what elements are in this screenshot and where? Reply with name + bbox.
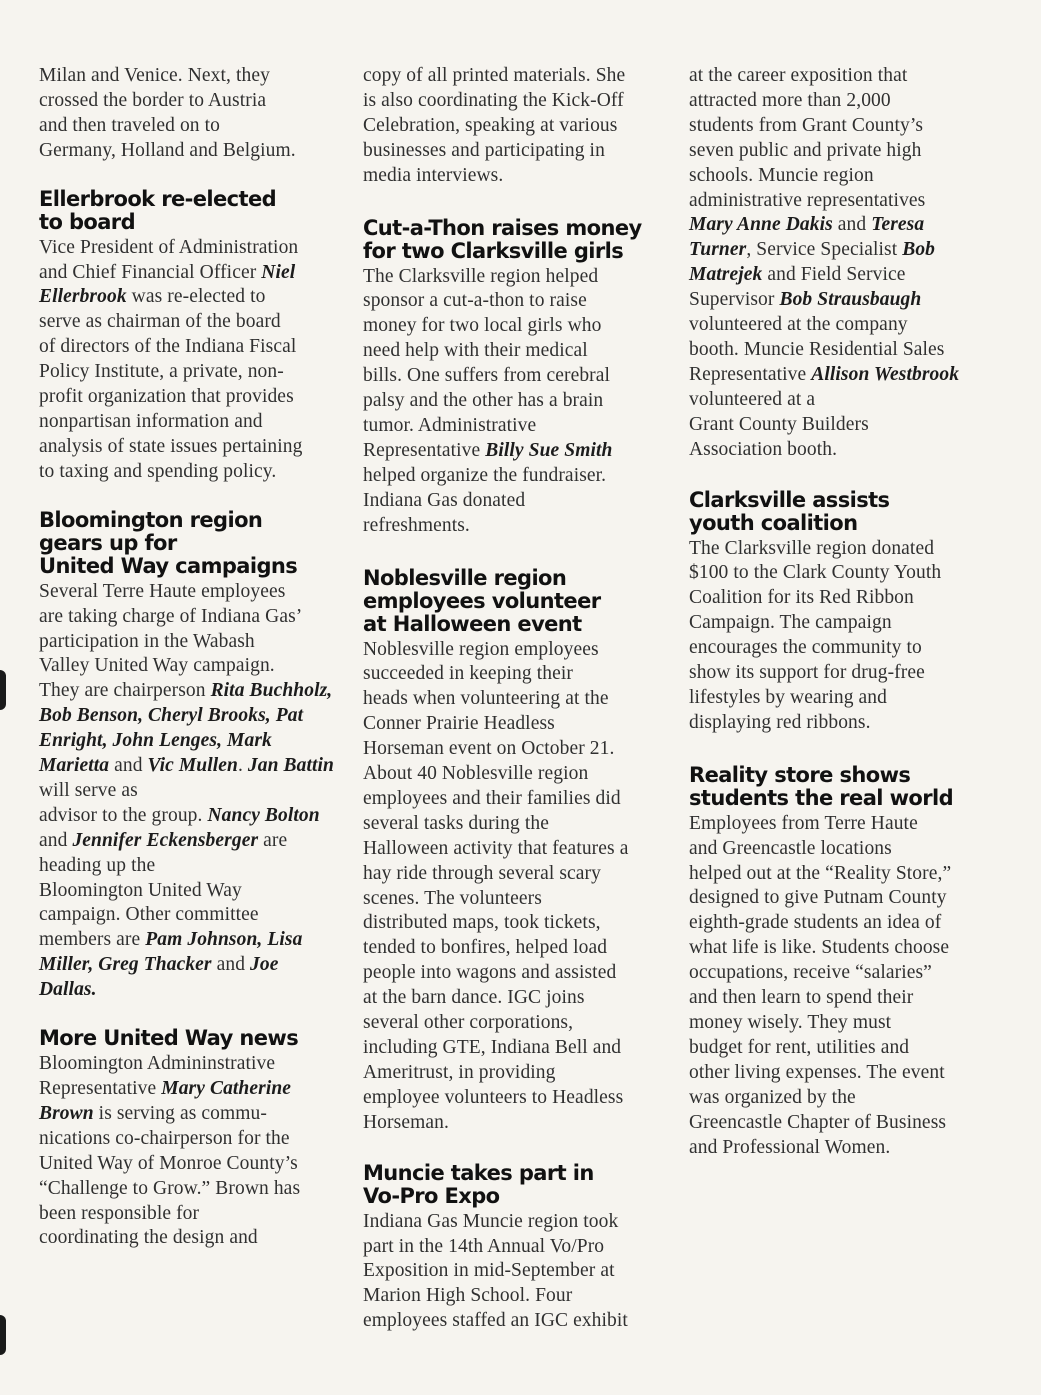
- person-name: Allison Westbrook: [811, 363, 960, 385]
- person-name: Jennifer Eckensberger: [72, 829, 259, 851]
- article-muncie: Indiana Gas Muncie region took part in the 14th Annual Vo/Pro Exposition in mid-September at Marion High School. Four employees staffed an IGC exhibit: [363, 1210, 628, 1332]
- person-name: Bob Matrejek: [689, 239, 936, 286]
- person-names: Pam Johnson, Lisa Miller, Greg Thacker: [39, 929, 303, 976]
- continued-text-muncie: at the career exposition that attracted more than 2,000 students from Grant County’s seven public and private high schools. Muncie region administrative representatives Mary Anne Dakis and Teresa Turner, Service Specialist Bob Matrejek and Field Service Supervisor Bob Strausbaugh volunteered at the company booth. Muncie Residential Sales Representative Allison Westbrook volunteered at a Grant County Builders Association booth.: [689, 65, 960, 460]
- article-cut-a-thon: The Clarksville region helped sponsor a cut-a-thon to raise money for two local girls who need help with their medical bills. One suffers from cerebral palsy and the other has a brain tumor. Administrative Representative Billy Sue Smith helped organize the fundraiser. Indiana Gas donated refreshments.: [363, 265, 613, 536]
- person-name: Jan Battin: [247, 755, 334, 777]
- article-noblesville: Noblesville region employees succeeded in keeping their heads when volunteering at the Conner Prairie Headless Horseman event on October 21. About 40 Noblesville region employees and their families did several tasks during the Halloween activity that features a hay ride through several scary scenes. The volunteers distributed maps, took tickets, tended to bonfires, helped load people into wagons and assisted at the barn dance. IGC joins several other corporations, including GTE, Indiana Bell and Ameritrust, in providing employee volunteers to Headless Horseman.: [363, 638, 629, 1133]
- headline-muncie: Muncie takes part in Vo-Pro Expo: [363, 1160, 594, 1208]
- headline-clarksville-youth: Clarksville assists youth coalition: [689, 487, 890, 535]
- person-name: Nancy Bolton: [207, 804, 320, 826]
- continued-text: copy of all printed materials. She is also coordinating the Kick-Off Celebration, speaking at various businesses and participating in media interviews.: [363, 65, 626, 186]
- headline-bloomington: Bloomington region gears up for United Way campaigns: [39, 507, 298, 578]
- headline-united-way-news: More United Way news: [39, 1026, 299, 1051]
- column-2: [363, 64, 668, 1334]
- person-name: Joe Dallas.: [39, 954, 279, 1001]
- person-names: Rita Buchholz, Bob Benson, Cheryl Brooks, Pat Enright, John Lenges, Mark Marietta: [39, 680, 333, 777]
- headline-noblesville: Noblesville region employees volunteer at Halloween event: [363, 565, 601, 636]
- person-name: Mary Catherine Brown: [39, 1078, 292, 1124]
- column-1: [39, 64, 339, 1251]
- person-name: Teresa Turner: [689, 214, 925, 261]
- article-bloomington: Several Terre Haute employees are taking charge of Indiana Gas’ participation in the Wabash Valley United Way campaign. They are chairperson Rita Buchholz, Bob Benson, Cheryl Brooks, Pat Enright, John Lenges, Mark Marietta and Vic Mullen. Jan Battin will serve as advisor to the group. Nancy Bolton and Jennifer Eckensberger are heading up the Bloomington United Way campaign. Other committee members are Pam Johnson, Lisa Miller, Greg Thacker and Joe Dallas.: [39, 580, 334, 1001]
- article-ellerbrook: Vice President of Administration and Chief Financial Officer Niel Ellerbrook was re-elected to serve as chairman of the board of directors of the Indiana Fiscal Policy Institute, a private, non- profit organization that provides nonpartisan information and analysis of state issues pertaining to taxing and spending policy.: [39, 236, 303, 482]
- article-united-way-news: Bloomington Admininstrative Representative Mary Catherine Brown is serving as commu- nications co-chairperson for the United Way of Monroe County’s “Challenge to Grow.” Brown has been responsible for coordinating the design and: [39, 1053, 301, 1249]
- person-name: Bob Strausbaugh: [779, 289, 922, 311]
- person-name: Vic Mullen: [147, 755, 238, 777]
- article-clarksville-youth: The Clarksville region donated $100 to the Clark County Youth Coalition for its Red Ribbon Campaign. The campaign encourages the community to show its support for drug-free lifestyles by wearing and displaying red ribbons.: [689, 537, 942, 733]
- binder-hole: [0, 670, 6, 710]
- headline-reality-store: Reality store shows students the real world: [689, 762, 953, 810]
- article-reality-store: Employees from Terre Haute and Greencastle locations helped out at the “Reality Store,” designed to give Putnam County eighth-grade students an idea of what life is like. Students choose occupations, receive “salaries” and then learn to spend their money wisely. They must budget for rent, utilities and other living expenses. The event was organized by the Greencastle Chapter of Business and Professional Women.: [689, 812, 952, 1158]
- person-name: Niel Ellerbrook: [39, 261, 296, 308]
- person-name: Billy Sue Smith: [485, 439, 613, 461]
- headline-cut-a-thon: Cut-a-Thon raises money for two Clarksville girls: [363, 215, 642, 263]
- binder-hole: [0, 1315, 6, 1355]
- column-3: [689, 64, 989, 1160]
- continued-text: Milan and Venice. Next, they crossed the border to Austria and then traveled on to Germany, Holland and Belgium.: [39, 65, 296, 161]
- person-name: Mary Anne Dakis: [689, 214, 833, 236]
- headline-ellerbrook: Ellerbrook re-elected to board: [39, 186, 277, 234]
